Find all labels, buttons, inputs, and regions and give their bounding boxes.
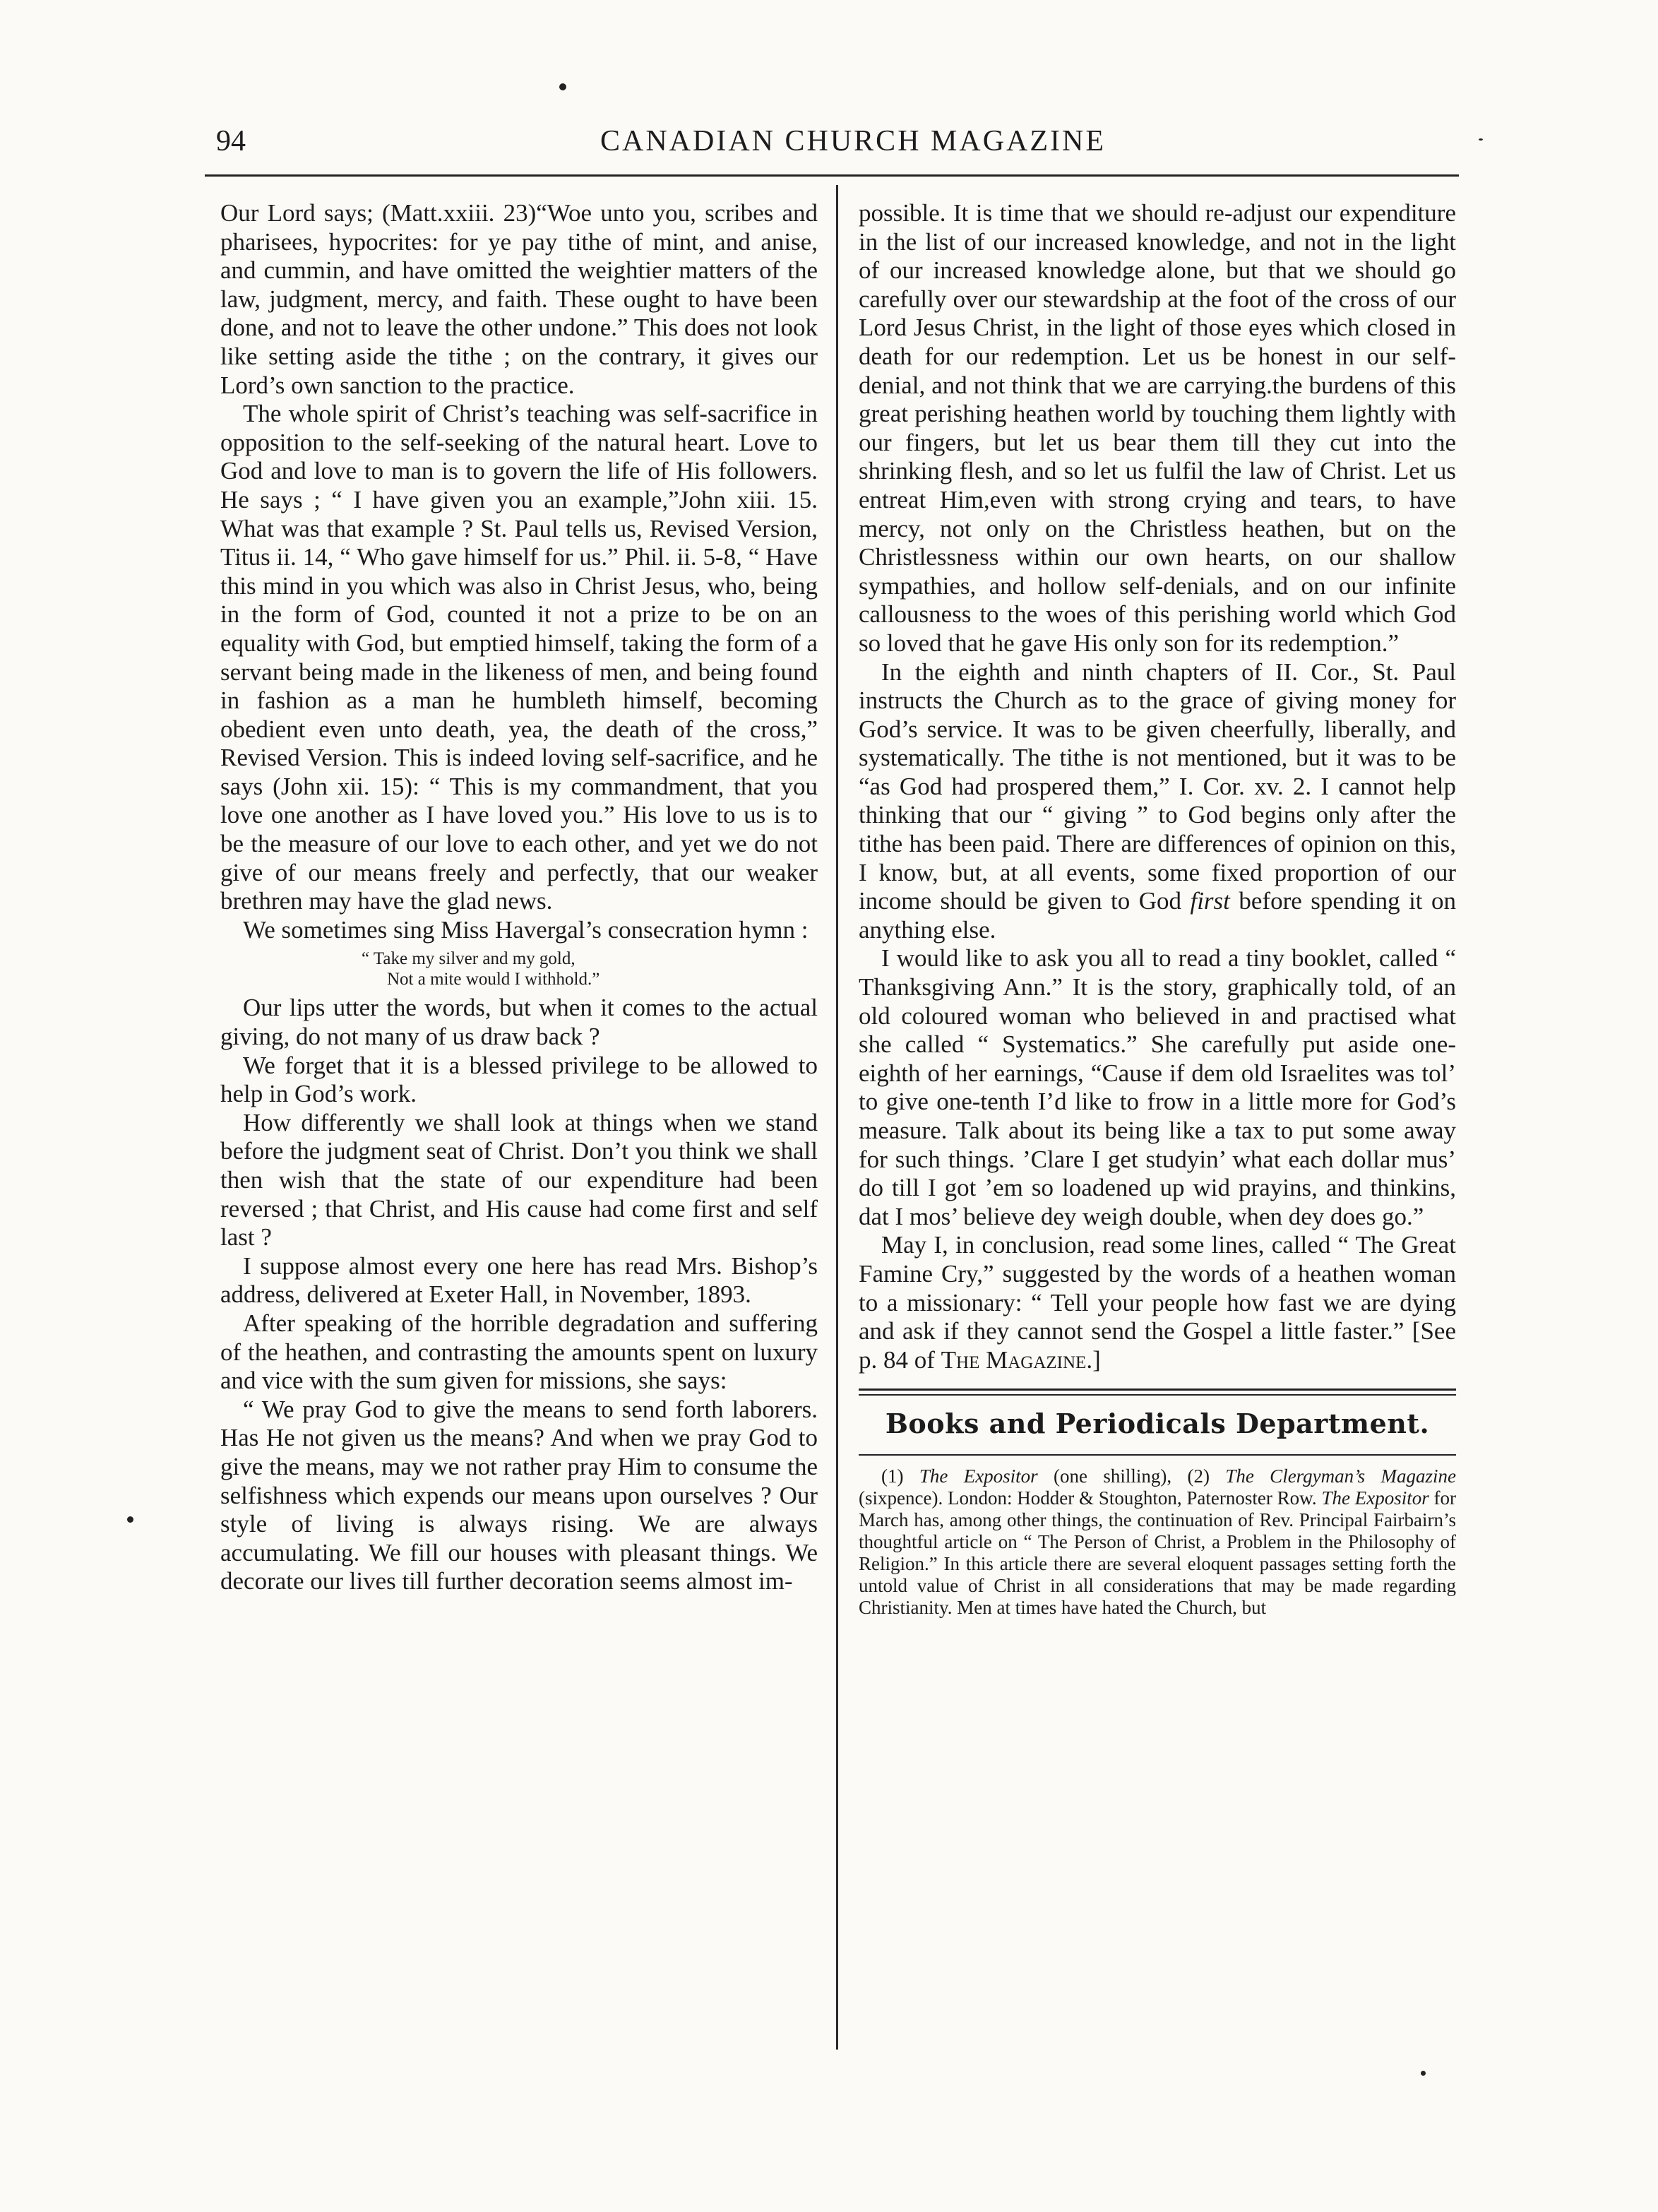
emphasis: first (1190, 887, 1230, 915)
section-heading: Books and Periodicals Department. (885, 1408, 1430, 1440)
text-run: (sixpence). London: Hodder & Stoughton, Paternoster Row. (859, 1487, 1322, 1509)
publication-title: The Expositor (1321, 1487, 1429, 1509)
text-run: (1) (881, 1465, 919, 1487)
left-column (220, 199, 818, 1596)
paragraph: Our Lord says; (Matt.xxiii. 23)“Woe unto you, scribes and pharisees, hypocrites: for ye pay tithe of mint, and anise, and cummin, and have omitted the weightier matters of the law, judgment, mercy, and faith. These ought to have been done, and not to leave the other undone.” This does not look like setting aside the tithe ; on the contrary, it gives our Lord’s own sanction to the practice. (220, 199, 818, 399)
publication-title: The Clergyman’s Magazine (1225, 1465, 1457, 1487)
paragraph (859, 658, 1456, 945)
paragraph: We forget that it is a blessed privilege to be allowed to help in God’s work. (220, 1051, 818, 1108)
paragraph: How differently we shall look at things when we stand before the judgment seat of Christ. Don’t you think we shall then wish that the state of our expenditure had been reversed ; that Christ, and His cause had come first and self last ? (220, 1108, 818, 1251)
page-number: 94 (216, 125, 246, 157)
ink-speck (1479, 138, 1483, 141)
paragraph: I suppose almost every one here has read Mrs. Bishop’s address, delivered at Exeter Hall, in November, 1893. (220, 1251, 818, 1309)
text-run: In the eighth and ninth chapters of II. Cor., St. Paul instructs the Church as to the grace of giving money for God’s service. It was to be given cheerfully, liberally, and systematically. The tithe is not mentioned, but it was to be “as God had prospered them,” I. Cor. xv. 2. I cannot help thinking that our “ giving ” to God begins only after the tithe has been paid. There are differences of opinion on this, I know, but, at all events, some fixed proportion of our income should be given to God (859, 658, 1456, 915)
ink-speck (127, 1516, 133, 1523)
text-run: (one shilling), (2) (1037, 1465, 1226, 1487)
review-paragraph (859, 1465, 1456, 1619)
hymn-line: “ Take my silver and my gold, (362, 949, 575, 969)
ink-speck (559, 83, 566, 90)
section-rule (859, 1389, 1456, 1391)
paragraph: Our lips utter the words, but when it comes to the actual giving, do not many of us draw back ? (220, 994, 818, 1051)
text-run: ] (1092, 1345, 1101, 1374)
paragraph: We sometimes sing Miss Havergal’s consecration hymn : (243, 915, 809, 944)
text-run: for March has, among other things, the continuation of Rev. Principal Fairbairn’s thoughtful article on “ The Person of Christ, a Problem in the Philosophy of Religion.” In this article there are several eloquent passages setting forth the untold value of Christ in all considerations that may be made regarding Christianity. Men at times have hated the Church, but (859, 1487, 1457, 1618)
right-column (859, 199, 1456, 1619)
column-divider (836, 185, 838, 2050)
paragraph: After speaking of the horrible degradation and suffering of the heathen, and contrasting the amounts spent on luxury and vice with the sum given for missions, she says: (220, 1309, 818, 1395)
small-caps-title: The Magazine. (941, 1345, 1093, 1374)
section-rule (859, 1454, 1456, 1456)
publication-title: The Expositor (919, 1465, 1038, 1487)
paragraph: I would like to ask you all to read a tiny booklet, called “ Thanksgiving Ann.” It is the story, graphically told, of an old coloured woman who believed in and practised what she called “ Systematics.” She carefully put aside one-eighth of her earnings, “Cause if dem old Israelites was tol’ to give one-tenth I’d like to frow in a little more for God’s measure. Talk about its being like a tax to put some away for such things. ’Clare I get studyin’ what each dollar mus’ do till I got ’em so loadened up wid prayins, and thinkins, dat I mos’ believe dey weigh double, when dey does go.” (859, 944, 1456, 1230)
ink-speck (1421, 2071, 1426, 2076)
text-run: May I, in conclusion, read some lines, called “ The Great Famine Cry,” suggested by the words of a heathen woman to a missionary: “ Tell your people how fast we are dying and ask if they cannot send the Gospel a little faster.” [See p. 84 of (859, 1231, 1456, 1374)
hymn-line: Not a mite would I withhold.” (387, 970, 600, 989)
hymn-quote (220, 949, 818, 989)
paragraph (859, 1231, 1456, 1374)
page-header (205, 124, 1459, 174)
paragraph: “ We pray God to give the means to send forth laborers. Has He not given us the means? And when we pray God to give the means, may we not rather pray Him to consume the selfishness which expends our means upon ourselves ? Our style of living is always rising. We are always accumulating. We fill our houses with pleasant things. We decorate our lives till further decoration seems almost im- (220, 1395, 818, 1595)
paragraph: possible. It is time that we should re-adjust our expenditure in the list of our increased knowledge, and not in the light of our increased knowledge alone, but that we should go carefully over our stewardship at the foot of the cross of our Lord Jesus Christ, in the light of those eyes which closed in death for our redemption. Let us be honest in our self-denial, and not think that we are carrying.the burdens of this great perishing heathen world by touching them lightly with our fingers, but let us bear them till they cut into the shrinking flesh, and so let us fulfil the law of Christ. Let us entreat Him,even with strong crying and tears, to have mercy, not only on the Christless heathen, but on the Christlessness within our own hearts, on our shallow sympathies, and hollow self-denials, and on our infinite callousness to the woes of this perishing world which God so loved that he gave His only son for its redemption.” (859, 199, 1456, 657)
running-title: CANADIAN CHURCH MAGAZINE (600, 125, 1106, 157)
section-rule (859, 1394, 1456, 1396)
paragraph: The whole spirit of Christ’s teaching was self-sacrifice in opposition to the self-seeking of the natural heart. Love to God and love to man is to govern the life of His followers. He says ; “ I have given you an example,”John xiii. 15. What was that example ? St. Paul tells us, Revised Version, Titus ii. 14, “ Who gave himself for us.” Phil. ii. 5-8, “ Have this mind in you which was also in Christ Jesus, who, being in the form of God, counted it not a prize to be on an equality with God, but emptied himself, taking the form of a servant being made in the likeness of men, and being found in fashion as a man he humbleth himself, becoming obedient even unto death, yea, the death of the cross,” Revised Version. This is indeed loving self-sacrifice, and he says (John xii. 15): “ This is my commandment, that you love one another as I have loved you.” His love to us is to be the measure of our love to each other, and yet we do not give of our means freely and perfectly, that our weaker brethren may have the glad news. (220, 400, 818, 915)
text-run: before spending it on anything else. (859, 887, 1456, 944)
header-rule (205, 174, 1459, 177)
